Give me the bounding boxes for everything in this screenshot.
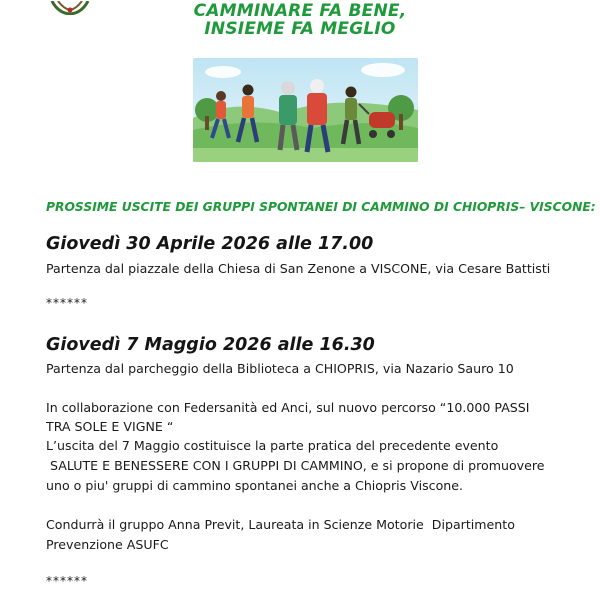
title-line-2: INSIEME FA MEGLIO xyxy=(204,19,396,39)
event-2-departure: Partenza dal parcheggio della Biblioteca a CHIOPRIS, via Nazario Sauro 10 xyxy=(46,361,514,376)
paragraph-1-line-4: SALUTE E BENESSERE CON I GRUPPI DI CAMMINO, e si propone di promuovere xyxy=(46,458,545,473)
event-1-date: Giovedì 30 Aprile 2026 alle 17.00 xyxy=(46,234,374,254)
subheading: PROSSIME USCITE DEI GRUPPI SPONTANEI DI CAMMINO DI CHIOPRIS– VISCONE: xyxy=(46,200,596,214)
paragraph-2-line-2: Prevenzione ASUFC xyxy=(46,537,169,552)
event-1-departure: Partenza dal piazzale della Chiesa di San Zenone a VISCONE, via Cesare Battisti xyxy=(46,261,551,276)
separator: ****** xyxy=(46,296,88,310)
separator-2: ****** xyxy=(46,574,88,588)
paragraph-2-line-1: Condurrà il gruppo Anna Previt, Laureata in Scienze Motorie Dipartimento xyxy=(46,517,515,532)
page-title xyxy=(160,2,440,38)
title-line-1: CAMMINARE FA BENE, xyxy=(193,1,407,21)
paragraph-1-line-3: L’uscita del 7 Maggio costituisce la parte pratica del precedente evento xyxy=(46,438,499,453)
municipal-crest-icon xyxy=(48,0,92,14)
paragraph-1-line-5: uno o piu' gruppi di cammino spontanei anche a Chiopris Viscone. xyxy=(46,478,464,493)
paragraph-1-line-1: In collaborazione con Federsanità ed Anci, sul nuovo percorso “10.000 PASSI xyxy=(46,400,530,415)
walking-group-illustration xyxy=(193,58,418,162)
event-2-date: Giovedì 7 Maggio 2026 alle 16.30 xyxy=(46,335,375,355)
paragraph-1-line-2: TRA SOLE E VIGNE “ xyxy=(46,419,174,434)
